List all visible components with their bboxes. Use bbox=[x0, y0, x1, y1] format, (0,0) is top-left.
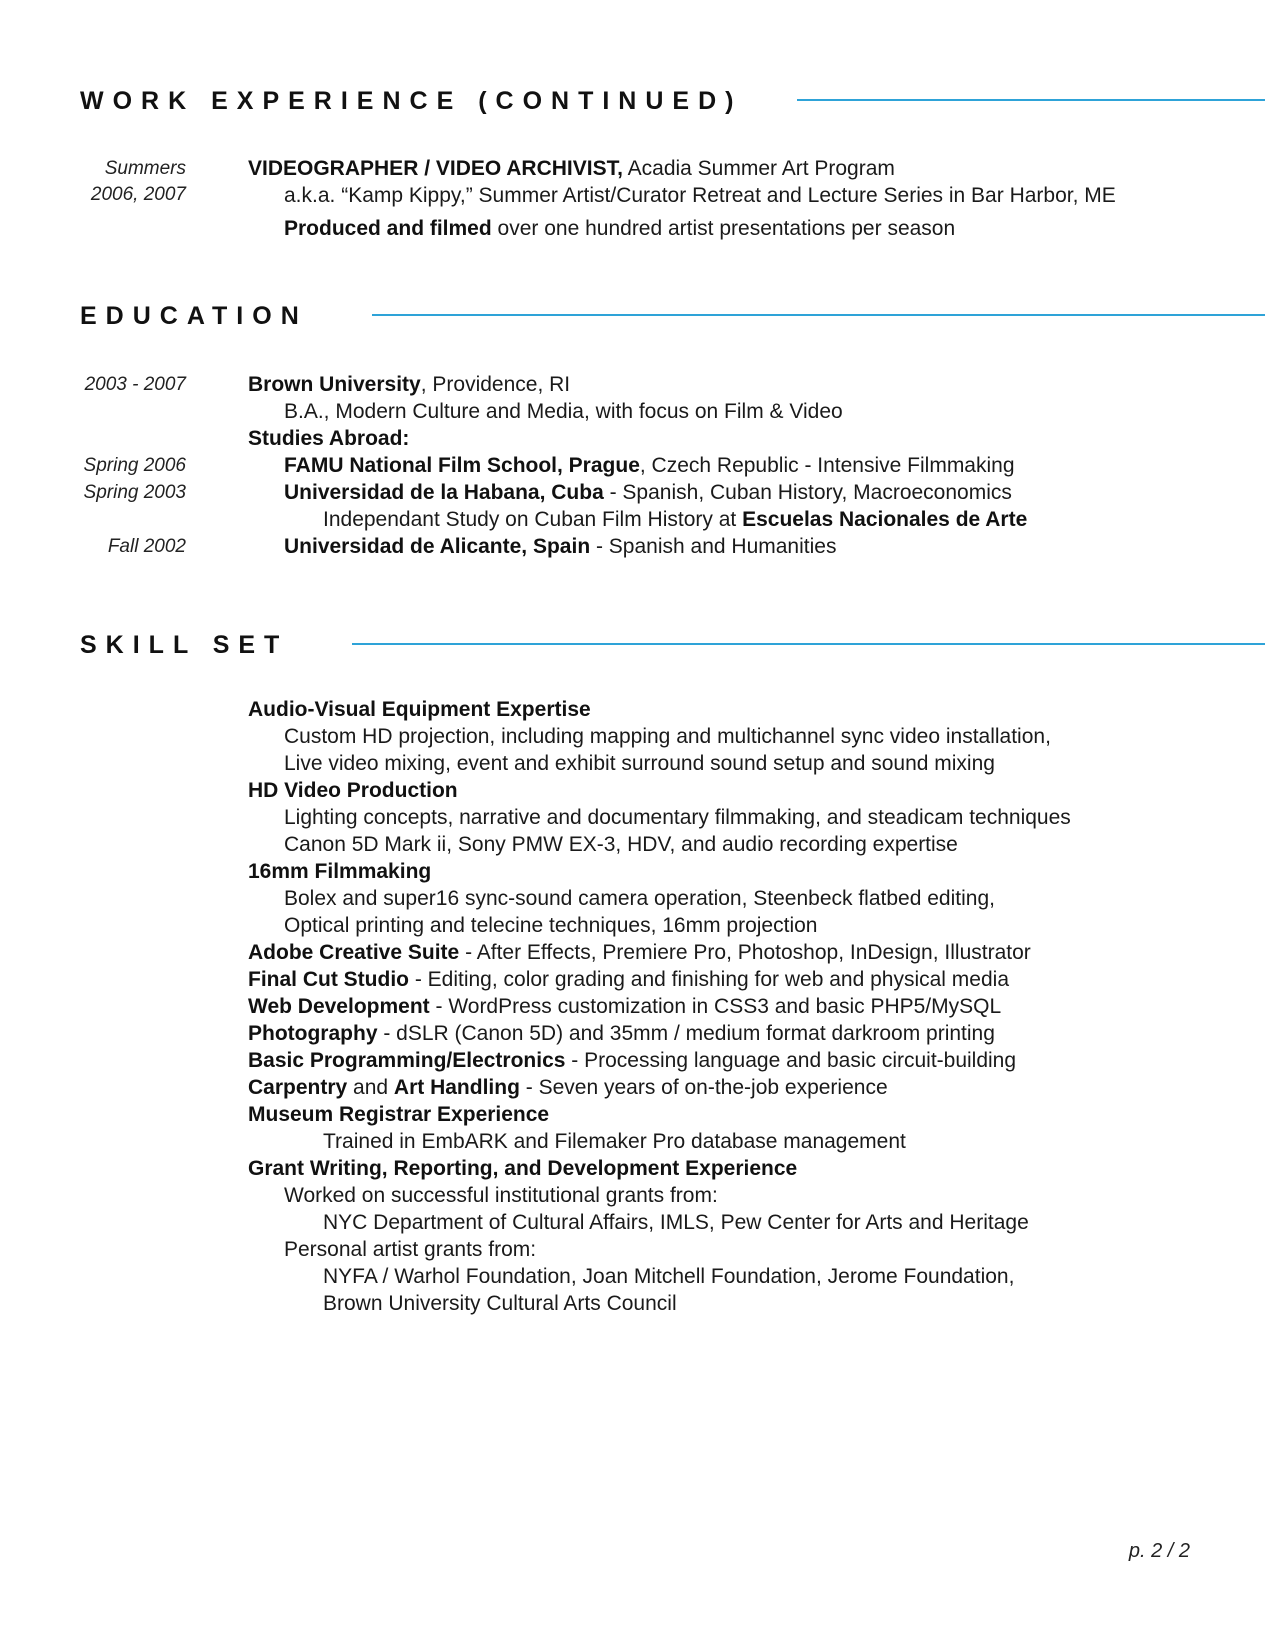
famu-rest: , Czech Republic - Intensive Filmmaking bbox=[639, 454, 1015, 477]
skill-av-line2: Live video mixing, event and exhibit surround sound setup and sound mixing bbox=[284, 752, 995, 775]
skill-prog bbox=[248, 1048, 1016, 1074]
alicante-rest: - Spanish and Humanities bbox=[590, 535, 837, 558]
habana-rest: - Spanish, Cuban History, Macroeconomics bbox=[603, 481, 1012, 504]
skill-16mm-line1: Bolex and super16 sync-sound camera operation, Steenbeck flatbed editing, bbox=[284, 887, 995, 910]
skill-hd-line1: Lighting concepts, narrative and documentary filmmaking, and steadicam techniques bbox=[284, 806, 1071, 829]
brown-place: , Providence, RI bbox=[420, 373, 571, 396]
brown-name: Brown University bbox=[248, 373, 421, 396]
skill-prog-title: Basic Programming/Electronics bbox=[248, 1049, 566, 1072]
skill-prog-rest: - Processing language and basic circuit-building bbox=[565, 1049, 1017, 1072]
habana-study bbox=[323, 507, 1027, 533]
skill-photo-rest: - dSLR (Canon 5D) and 35mm / medium format darkroom printing bbox=[377, 1022, 995, 1045]
skill-fcs-title: Final Cut Studio bbox=[248, 968, 409, 991]
grant-personal-label: Personal artist grants from: bbox=[284, 1238, 537, 1261]
skill-museum-title-text: Museum Registrar Experience bbox=[248, 1103, 550, 1126]
skill-carpentry-and: and bbox=[347, 1076, 394, 1099]
job-aka: a.k.a. “Kamp Kippy,” Summer Artist/Curator Retreat and Lecture Series in Bar Harbor, ME bbox=[284, 184, 1116, 207]
skill-hd-line2: Canon 5D Mark ii, Sony PMW EX-3, HDV, and audio recording expertise bbox=[284, 833, 958, 856]
habana-date: Spring 2003 bbox=[83, 482, 186, 503]
skill-hd-title-text: HD Video Production bbox=[248, 779, 458, 802]
job-title: VIDEOGRAPHER / VIDEO ARCHIVIST, bbox=[248, 157, 623, 180]
skill-art-handling-title: Art Handling bbox=[393, 1076, 520, 1099]
habana-name: Universidad de la Habana, Cuba bbox=[284, 481, 604, 504]
skill-photo-title: Photography bbox=[248, 1022, 378, 1045]
brown-date: 2003 - 2007 bbox=[84, 374, 186, 395]
studies-abroad-label bbox=[248, 426, 409, 452]
grant-personal-list1: NYFA / Warhol Foundation, Joan Mitchell Foundation, Jerome Foundation, bbox=[323, 1265, 1015, 1288]
famu-name: FAMU National Film School, Prague bbox=[284, 454, 640, 477]
work-date-line2: 2006, 2007 bbox=[90, 184, 186, 205]
skill-set-rule bbox=[352, 643, 1265, 645]
job-detail-rest: over one hundred artist presentations per season bbox=[491, 217, 956, 240]
alicante-name: Universidad de Alicante, Spain bbox=[284, 535, 591, 558]
skill-grant-title-text: Grant Writing, Reporting, and Development Experience bbox=[248, 1157, 798, 1180]
job-detail bbox=[284, 216, 955, 242]
work-experience-heading: WORK EXPERIENCE (CONTINUED) bbox=[80, 87, 743, 115]
skill-web-rest: - WordPress customization in CSS3 and basic PHP5/MySQL bbox=[429, 995, 1002, 1018]
job-detail-bold: Produced and filmed bbox=[284, 217, 492, 240]
skill-set-heading: SKILL SET bbox=[80, 631, 289, 659]
skill-16mm-line2: Optical printing and telecine techniques, 16mm projection bbox=[284, 914, 818, 937]
skill-grant-title bbox=[248, 1156, 797, 1182]
alicante-date: Fall 2002 bbox=[107, 536, 186, 557]
job-title-line bbox=[248, 156, 895, 182]
skill-carpentry-title: Carpentry bbox=[248, 1076, 348, 1099]
skill-adobe-rest: - After Effects, Premiere Pro, Photoshop, InDesign, Illustrator bbox=[459, 941, 1031, 964]
education-rule bbox=[372, 314, 1265, 316]
skill-museum-line1: Trained in EmbARK and Filemaker Pro database management bbox=[323, 1130, 906, 1153]
education-heading: EDUCATION bbox=[80, 302, 308, 330]
habana-study-school: Escuelas Nacionales de Arte bbox=[742, 508, 1028, 531]
skill-web-title: Web Development bbox=[248, 995, 430, 1018]
studies-abroad-text: Studies Abroad: bbox=[248, 427, 410, 450]
page-number: p. 2 / 2 bbox=[1128, 1540, 1190, 1562]
skill-fcs bbox=[248, 967, 1009, 993]
brown-line bbox=[248, 372, 570, 398]
work-experience-rule bbox=[797, 99, 1265, 101]
skill-adobe-title: Adobe Creative Suite bbox=[248, 941, 460, 964]
famu-line bbox=[284, 453, 1015, 479]
grant-personal-list2: Brown University Cultural Arts Council bbox=[323, 1292, 677, 1315]
work-date-line1: Summers bbox=[104, 158, 186, 179]
job-org: Acadia Summer Art Program bbox=[622, 157, 895, 180]
skill-museum-title bbox=[248, 1102, 549, 1128]
brown-degree: B.A., Modern Culture and Media, with focus on Film & Video bbox=[284, 400, 843, 423]
habana-study-text: Independant Study on Cuban Film History at bbox=[323, 508, 743, 531]
grant-institutional-label: Worked on successful institutional grants from: bbox=[284, 1184, 718, 1207]
skill-av-title-text: Audio-Visual Equipment Expertise bbox=[248, 698, 591, 721]
skill-av-title bbox=[248, 697, 591, 723]
habana-line bbox=[284, 480, 1012, 506]
grant-institutional-list: NYC Department of Cultural Affairs, IMLS, Pew Center for Arts and Heritage bbox=[323, 1211, 1029, 1234]
skill-16mm-title-text: 16mm Filmmaking bbox=[248, 860, 432, 883]
skill-av-line1: Custom HD projection, including mapping and multichannel sync video installation, bbox=[284, 725, 1051, 748]
skill-fcs-rest: - Editing, color grading and finishing for web and physical media bbox=[408, 968, 1009, 991]
famu-date: Spring 2006 bbox=[83, 455, 186, 476]
skill-carpentry bbox=[248, 1075, 888, 1101]
alicante-line bbox=[284, 534, 836, 560]
skill-carpentry-rest: - Seven years of on-the-job experience bbox=[519, 1076, 888, 1099]
skill-adobe bbox=[248, 940, 1031, 966]
skill-web bbox=[248, 994, 1001, 1020]
skill-hd-title bbox=[248, 778, 458, 804]
skill-photo bbox=[248, 1021, 995, 1047]
skill-16mm-title bbox=[248, 859, 431, 885]
